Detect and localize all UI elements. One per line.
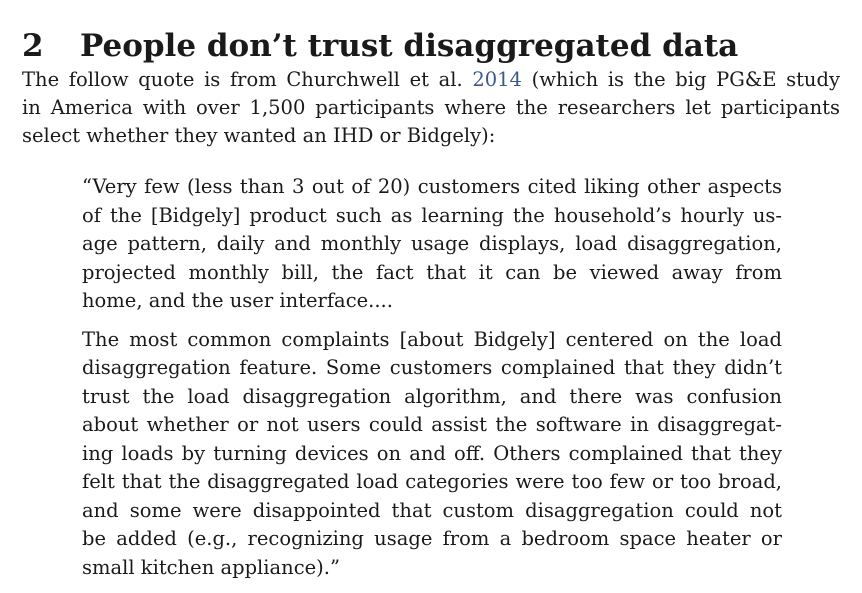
quote-line: about whether or not users could assist the software in disaggregat- <box>82 413 782 436</box>
intro-line: select whether they wanted an IHD or Bidgely): <box>22 124 496 147</box>
quote-line: be added (e.g., recognizing usage from a bedroom space heater or <box>82 527 782 550</box>
quote-line: age pattern, daily and monthly usage displays, load disaggregation, <box>82 232 782 255</box>
intro-line: in America with over 1,500 participants where the researchers let participants <box>22 96 840 119</box>
quote-line: of the [Bidgely] product such as learning the household’s hourly us- <box>82 204 782 227</box>
quote-line: and some were disappointed that custom disaggregation could not <box>82 499 782 522</box>
intro-text: The follow quote is from Churchwell et al. <box>22 68 473 91</box>
citation-link[interactable]: 2014 <box>472 68 522 91</box>
quote-line: disaggregation feature. Some customers complained that they didn’t <box>82 356 782 379</box>
quote-line: home, and the user interface.... <box>82 289 393 312</box>
quote-line: felt that the disaggregated load categories were too few or too broad, <box>82 470 782 493</box>
quote-line: The most common complaints [about Bidgely] centered on the load <box>82 328 782 351</box>
section-number: 2 <box>22 27 44 64</box>
quote-line: ing loads by turning devices on and off. Others complained that they <box>82 442 782 465</box>
quote-line: small kitchen appliance).” <box>82 556 340 579</box>
quote-line: trust the load disaggregation algorithm, and there was confusion <box>82 385 782 408</box>
section-heading <box>22 26 738 66</box>
intro-text: (which is the big PG&E study <box>521 68 840 91</box>
intro-line <box>22 66 840 94</box>
quote-line: “Very few (less than 3 out of 20) customers cited liking other aspects <box>82 175 782 198</box>
quote-line: projected monthly bill, the fact that it can be viewed away from <box>82 261 782 284</box>
section-title: People don’t trust disaggregated data <box>80 27 739 64</box>
